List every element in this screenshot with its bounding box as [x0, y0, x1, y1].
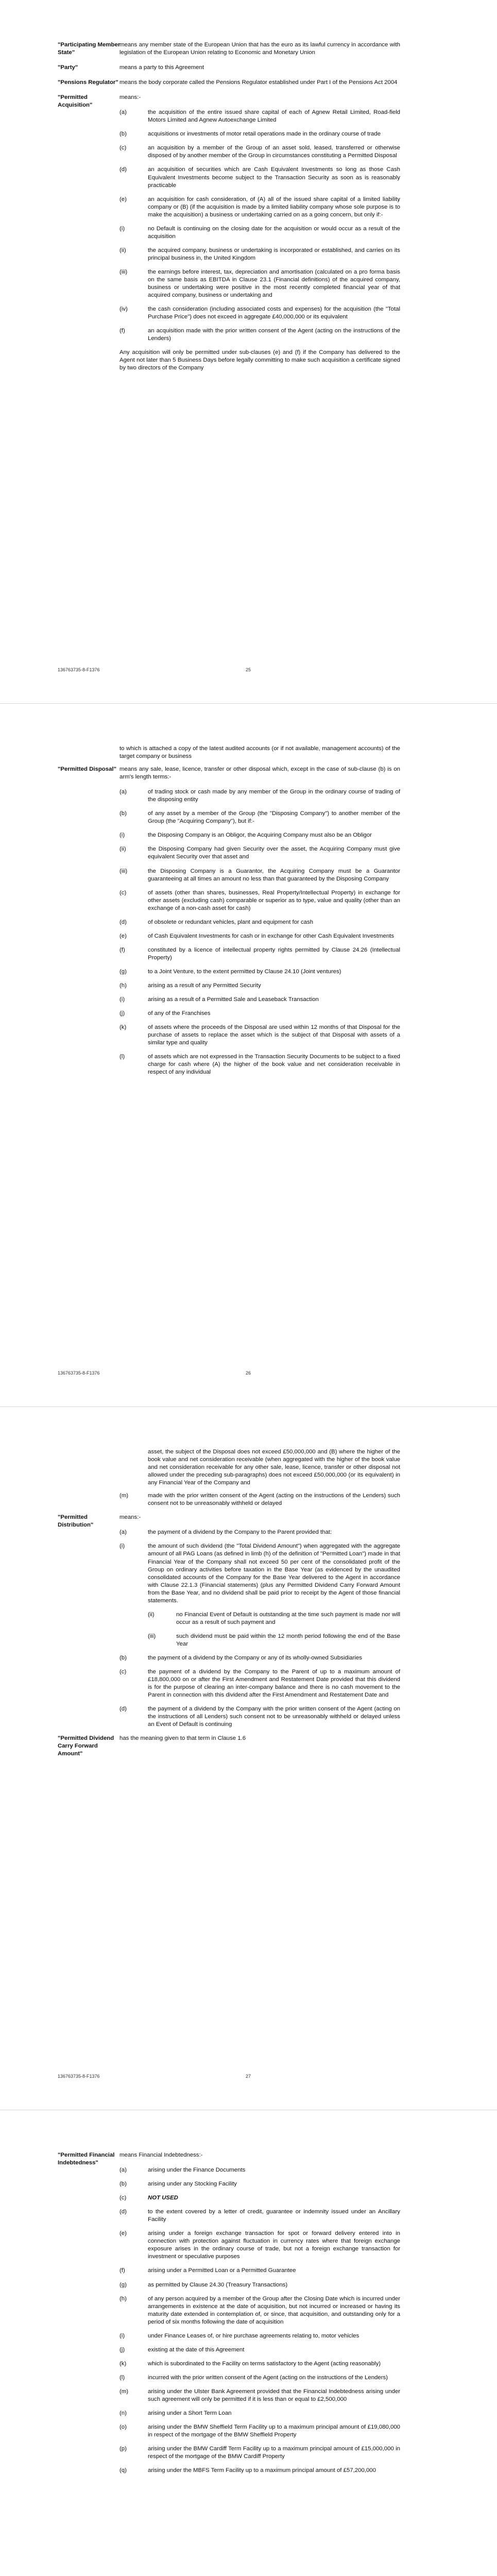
item-text: the amount of such dividend (the "Total Dividend Amount") when aggregated with the aggregate amount of all PAG Loans (as defined in limb (h) of the definition of "Permitted Loan") made in that Financial Year of the Company shall not exceed 50 per cent of the consolidated profit of the Group on ordinary activities before taxation in the Base Year (as evidenced by the unaudited consolidated accounts of the Company for the Base Year delivered to the Agent in accordance with Clause 22.1.3 (Financial statements) (plus any Permitted Dividend Carry Forward Amount from the Base Year, and no dividend shall be paid prior to receipt by the Agent of those financial statements. — [148, 1543, 400, 1604]
document-reference: 136763735-8-F1376 — [58, 667, 100, 672]
item-label: (h) — [119, 2295, 127, 2302]
definition-term: "Permitted Financial Indebtedness" — [58, 2152, 115, 2166]
document-page-28 — [0, 2110, 497, 2576]
list-item — [119, 2410, 400, 2417]
item-label: (ii) — [119, 247, 126, 253]
list-item — [119, 2281, 400, 2289]
nested-item — [148, 1611, 400, 1626]
definition-pensions-regulator — [58, 79, 400, 87]
list-item — [119, 1024, 400, 1047]
item-label: (l) — [119, 1054, 125, 1060]
item-text: arising under a Permitted Loan or a Permitted Guarantee — [148, 2267, 296, 2274]
item-label: (a) — [119, 789, 127, 795]
page-content — [58, 1448, 400, 1757]
list-item — [119, 1705, 400, 1728]
item-label: (b) — [119, 131, 127, 138]
page-content — [58, 2151, 400, 2481]
list-item — [119, 2360, 400, 2368]
definition-permitted-financial-indebtedness — [58, 2151, 400, 2166]
list-item — [119, 1492, 400, 1507]
item-label: (i) — [119, 832, 125, 839]
list-item — [119, 2230, 400, 2261]
list-item — [119, 2208, 400, 2224]
item-label: (k) — [119, 1024, 127, 1031]
list-item — [119, 1053, 400, 1076]
item-text: an acquisition made with the prior written consent of the Agent (acting on the instructions of the Lenders) — [148, 328, 400, 342]
item-label: (a) — [119, 109, 127, 116]
item-label: (ii) — [119, 846, 126, 853]
continuation-paragraph: to which is attached a copy of the latest audited accounts (or if not available, management accounts) of the target company or business — [119, 745, 400, 760]
item-text: of any of the Franchises — [148, 1010, 211, 1017]
item-label: (d) — [119, 919, 127, 925]
definition-text: means:- — [119, 94, 141, 101]
item-label: (q) — [119, 2467, 127, 2474]
definition-text: means any sale, lease, licence, transfer or other disposal which, except in the case of sub-clause (b) is on arm's length terms:- — [119, 766, 400, 781]
item-text: arising as a result of a Permitted Sale and Leaseback Transaction — [148, 996, 319, 1003]
item-label: (o) — [119, 2424, 127, 2431]
definition-participating-member-state — [58, 41, 400, 57]
item-label: (e) — [119, 933, 127, 939]
definition-term: "Permitted Distribution" — [58, 1514, 94, 1529]
item-text: the earnings before interest, tax, depreciation and amortisation (calculated on a pro forma basis on the same basis as EBITDA in Clause 23.1 (Financial definitions) of the acquired company, business or undertaking were positive in the most recently completed financial year of that acquired company, business or undertaking and — [148, 268, 400, 299]
item-label: (j) — [119, 2346, 125, 2353]
page-content — [58, 745, 400, 1082]
item-text: the Disposing Company is a Guarantor, the Acquiring Company must be a Guarantor guaranteeing at all times an amount no less than that guaranteed by the Disposing Company — [148, 868, 400, 882]
list-item — [119, 2374, 400, 2382]
item-text: the acquired company, business or undertaking is incorporated or established, and carries on its principal business in, the United Kingdom — [148, 247, 400, 261]
page-number: 27 — [245, 2074, 251, 2079]
item-label: (p) — [119, 2446, 127, 2452]
item-label: (m) — [119, 2388, 129, 2395]
item-label: (j) — [119, 1010, 125, 1017]
document-reference: 136763735-8-F1376 — [58, 2074, 100, 2079]
page-content — [58, 41, 400, 377]
document-page-27 — [0, 1406, 497, 2110]
item-label: (c) — [119, 1669, 127, 1675]
item-text: arising under the BMW Sheffield Term Facility up to a maximum principal amount of £19,080,000 in respect of the mortgage of the BMW Sheffield Property — [148, 2424, 400, 2438]
item-text: of Cash Equivalent Investments for cash or in exchange for other Cash Equivalent Investments — [148, 933, 395, 939]
item-text: the acquisition of the entire issued share capital of each of Agnew Retail Limited, Road-field Motors Limited and Agnew Autoexchange Limited — [148, 109, 400, 124]
definition-text: means a party to this Agreement — [119, 64, 204, 71]
item-label: (g) — [119, 2281, 127, 2288]
item-text: as permitted by Clause 24.30 (Treasury Transactions) — [148, 2281, 288, 2288]
definition-term: "Permitted Dividend Carry Forward Amount" — [58, 1735, 114, 1757]
item-text: of assets (other than shares, businesses, Real Property/Intellectual Property) in exchange for other assets (excluding cash) comparable or superior as to type, value and quality (other than an exchange of a non-cash asset for cash) — [148, 889, 400, 911]
item-label: (c) — [119, 2195, 127, 2201]
item-text: arising under the Ulster Bank Agreement provided that the Financial Indebtedness arising under such agreement will only be permitted if it is less than or equal to £2,500,000 — [148, 2388, 400, 2402]
item-text: the payment of a dividend by the Company with the prior written consent of the Agent (acting on the instructions of all Lenders) such consent not to be unreasonably withheld or delayed unless an Event of Default is continuing — [148, 1706, 400, 1728]
item-text: the payment of a dividend by the Company to the Parent of up to a maximum amount of £18,800,000 on or after the First Amendment and Restatement Date provided that this dividend is for the purpose of clearing an inter-company balance and there is no cash movement to the Parent in connection with this dividend after the First Amendment and Restatement Date and — [148, 1669, 400, 1699]
condition-item — [119, 225, 400, 241]
item-label: (i) — [119, 2332, 125, 2339]
item-text: of obsolete or redundant vehicles, plant and equipment for cash — [148, 919, 314, 925]
list-item — [119, 2388, 400, 2403]
document-page-25 — [0, 0, 497, 703]
definition-text: has the meaning given to that term in Clause 1.6 — [119, 1735, 246, 1742]
item-label: (b) — [119, 2181, 127, 2188]
item-label: (f) — [119, 328, 125, 334]
definition-permitted-disposal — [58, 766, 400, 781]
list-item — [119, 144, 400, 160]
item-text: NOT USED — [148, 2195, 178, 2201]
list-item — [119, 196, 400, 219]
list-item — [119, 1654, 400, 1662]
nested-item — [148, 1633, 400, 1648]
list-item — [119, 2267, 400, 2275]
list-item — [119, 946, 400, 962]
list-item — [119, 327, 400, 343]
item-label: (ii) — [148, 1611, 155, 1618]
item-label: (iii) — [148, 1633, 156, 1639]
condition-item — [119, 247, 400, 262]
list-item — [119, 889, 400, 912]
item-text: arising under the MBFS Term Facility up to a maximum principal amount of £57,200,000 — [148, 2467, 376, 2474]
item-label: (l) — [119, 2374, 125, 2381]
item-label: (d) — [119, 166, 127, 173]
item-label: (b) — [119, 810, 127, 817]
document-reference: 136763735-8-F1376 — [58, 1370, 100, 1376]
page-number: 26 — [245, 1370, 251, 1376]
list-item — [119, 996, 400, 1004]
list-item — [119, 2332, 400, 2340]
item-label: (i) — [119, 225, 125, 232]
list-item — [119, 868, 400, 883]
definition-text: means any member state of the European Union that has the euro as its lawful currency in accordance with legislation of the European Union relating to Economic and Monetary Union — [119, 42, 400, 56]
definition-text: means Financial Indebtedness:- — [119, 2152, 203, 2158]
item-label: (i) — [119, 1543, 125, 1550]
list-item — [119, 933, 400, 940]
list-item — [119, 810, 400, 825]
page-number: 25 — [245, 667, 251, 672]
item-text: the payment of a dividend by the Company or any of its wholly-owned Subsidiaries — [148, 1654, 362, 1661]
definition-term: "Permitted Acquisition" — [58, 94, 93, 109]
item-text: an acquisition by a member of the Group of an asset sold, leased, transferred or otherwise disposed of by another member of the Group in circumstances constituting a Permitted Disposal — [148, 145, 400, 159]
item-label: (h) — [119, 982, 127, 989]
definition-term: "Party" — [58, 64, 78, 71]
item-text: existing at the date of this Agreement — [148, 2346, 245, 2353]
item-text: acquisitions or investments of motor retail operations made in the ordinary course of trade — [148, 131, 381, 138]
item-text: arising under a foreign exchange transaction for spot or forward delivery entered into in connection with protection against fluctuation in currency rates where that foreign exchange exposure arises in the ordinary course of trade, but not a foreign exchange transaction for investment or speculative purposes — [148, 2230, 400, 2260]
definition-permitted-distribution — [58, 1514, 400, 1529]
definition-term: "Pensions Regulator" — [58, 79, 118, 86]
item-text: an acquisition of securities which are Cash Equivalent Investments so long as those Cash Equivalent Investments become subject to the Transaction Security as soon as is reasonably practicable — [148, 166, 400, 189]
item-text: of any asset by a member of the Group (the "Disposing Company") to another member of the Group (the "Acquiring Company"), but if:- — [148, 810, 400, 825]
item-text: arising under the Finance Documents — [148, 2167, 246, 2174]
list-item — [119, 832, 400, 839]
list-item — [119, 2194, 400, 2202]
item-label: (c) — [119, 889, 127, 896]
condition-item — [119, 306, 400, 321]
list-item — [119, 788, 400, 804]
item-label: (g) — [119, 968, 127, 975]
item-text: to a Joint Venture, to the extent permitted by Clause 24.10 (Joint ventures) — [148, 968, 341, 975]
item-label: (e) — [119, 196, 127, 202]
item-label: (f) — [119, 2267, 125, 2274]
item-text: of assets where the proceeds of the Disposal are used within 12 months of that Disposal for the purchase of assets to replace the asset which is the subject of that Disposal with assets of a similar type and quality — [148, 1024, 400, 1046]
list-item — [119, 2295, 400, 2326]
item-label: (iv) — [119, 306, 128, 313]
item-text: constituted by a licence of intellectual property rights permitted by Clause 24.26 (Intellectual Property) — [148, 946, 400, 961]
document-page-26 — [0, 703, 497, 1406]
item-text: under Finance Leases of, or hire purchase agreements relating to, motor vehicles — [148, 2332, 359, 2339]
item-text: no Financial Event of Default is outstanding at the time such payment is made nor will occur as a result of such payment and — [176, 1611, 400, 1625]
continuation-paragraph: asset, the subject of the Disposal does not exceed £50,000,000 and (B) where the higher of the book value and net consideration receivable (when aggregated with the higher of the book value and net consideration receivable for any other sale, lease, licence, transfer or other disposal not allowed under the preceding sub-paragraphs) does not exceed £50,000,000 (or its equivalent) in any Financial Year of the Company and — [148, 1449, 400, 1486]
list-item — [119, 1529, 400, 1536]
definition-permitted-dividend-carry-forward-amount — [58, 1735, 400, 1757]
item-text: such dividend must be paid within the 12 month period following the end of the Base Year — [176, 1633, 400, 1647]
list-item — [119, 2346, 400, 2354]
list-item — [119, 968, 400, 976]
item-label: (d) — [119, 2209, 127, 2215]
list-item — [119, 130, 400, 138]
item-label: (f) — [119, 946, 125, 953]
item-text: arising as a result of any Permitted Security — [148, 982, 261, 989]
definition-text: means:- — [119, 1514, 141, 1521]
definition-permitted-acquisition — [58, 94, 400, 109]
list-item — [119, 1010, 400, 1018]
item-text: no Default is continuing on the closing date for the acquisition or would occur as a result of the acquisition — [148, 225, 400, 240]
list-item — [119, 845, 400, 861]
item-text: an acquisition for cash consideration, of (A) all of the issued share capital of a limited liability company or (B) (if the acquisition is made by a limited liability company whose sole purpose is to make the acquisition) a business or undertaking carried on as a going concern, but only if:- — [148, 196, 400, 218]
list-item — [119, 1668, 400, 1699]
item-label: (c) — [119, 145, 127, 151]
list-item — [119, 2180, 400, 2188]
item-text: the Disposing Company had given Security over the asset, the Acquiring Company must give equivalent Security over that asset and — [148, 846, 400, 860]
item-label: (e) — [119, 2230, 127, 2237]
item-text: arising under the BMW Cardiff Term Facility up to a maximum principal amount of £15,000,000 in respect of the mortgage of the BMW Cardiff Property — [148, 2446, 400, 2460]
list-item — [119, 2424, 400, 2439]
list-item — [119, 919, 400, 926]
item-label: (iii) — [119, 868, 128, 874]
item-label: (iii) — [119, 268, 128, 275]
item-text: of trading stock or cash made by any member of the Group in the ordinary course of trading of the disposing entity — [148, 789, 400, 803]
item-text: the Disposing Company is an Obligor, the Acquiring Company must also be an Obligor — [148, 832, 372, 839]
item-text: the payment of a dividend by the Company to the Parent provided that: — [148, 1529, 332, 1536]
item-text: made with the prior written consent of the Agent (acting on the instructions of the Lenders) such consent not to be unreasonably withheld or delayed — [148, 1493, 400, 1507]
item-text: incurred with the prior written consent of the Agent (acting on the instructions of the Lenders) — [148, 2374, 388, 2381]
item-label: (d) — [119, 1706, 127, 1713]
item-text: which is subordinated to the Facility on terms satisfactory to the Agent (acting reasonably) — [148, 2360, 381, 2367]
list-item — [119, 982, 400, 990]
item-label: (b) — [119, 1654, 127, 1661]
list-item — [119, 2166, 400, 2174]
item-text: arising under a Short Term Loan — [148, 2410, 232, 2417]
item-label: (a) — [119, 2167, 127, 2174]
list-item — [119, 2445, 400, 2461]
item-label: (k) — [119, 2360, 127, 2367]
definition-text: means the body corporate called the Pensions Regulator established under Part I of the Pensions Act 2004 — [119, 79, 398, 86]
item-text: the cash consideration (including associated costs and expenses) for the acquisition (the "Total Purchase Price") does not exceed in aggregate £40,000,000 or its equivalent — [148, 306, 400, 320]
list-item — [119, 1543, 400, 1604]
list-item — [119, 166, 400, 189]
item-text: of assets which are not expressed in the Transaction Security Documents to be subject to a fixed charge for cash where (A) the higher of the book value and net consideration receivable in respect of any individual — [148, 1054, 400, 1076]
item-label: (i) — [119, 996, 125, 1003]
list-item — [119, 2467, 400, 2475]
item-label: (m) — [119, 1493, 129, 1499]
definition-party — [58, 64, 400, 72]
definition-term: "Participating Member State" — [58, 42, 121, 56]
item-text: arising under any Stocking Facility — [148, 2181, 237, 2188]
item-label: (a) — [119, 1529, 127, 1536]
condition-item — [119, 268, 400, 299]
item-text: of any person acquired by a member of the Group after the Closing Date which is incurred under arrangements in existence at the date of acquisition, but not incurred or increased or having its maturity date extended in contemplation of, or since, that acquisition, and outstanding only for a period of six months following the date of acquisition — [148, 2295, 400, 2325]
list-item — [119, 109, 400, 124]
closing-paragraph: Any acquisition will only be permitted under sub-clauses (e) and (f) if the Company has delivered to the Agent not later than 5 Business Days before legally committing to make such acquisition a certificate signed by two directors of the Company — [119, 349, 400, 371]
item-text: to the extent covered by a letter of credit, guarantee or indemnity issued under an Ancillary Facility — [148, 2209, 400, 2223]
definition-term: "Permitted Disposal" — [58, 766, 116, 773]
item-label: (n) — [119, 2410, 127, 2417]
